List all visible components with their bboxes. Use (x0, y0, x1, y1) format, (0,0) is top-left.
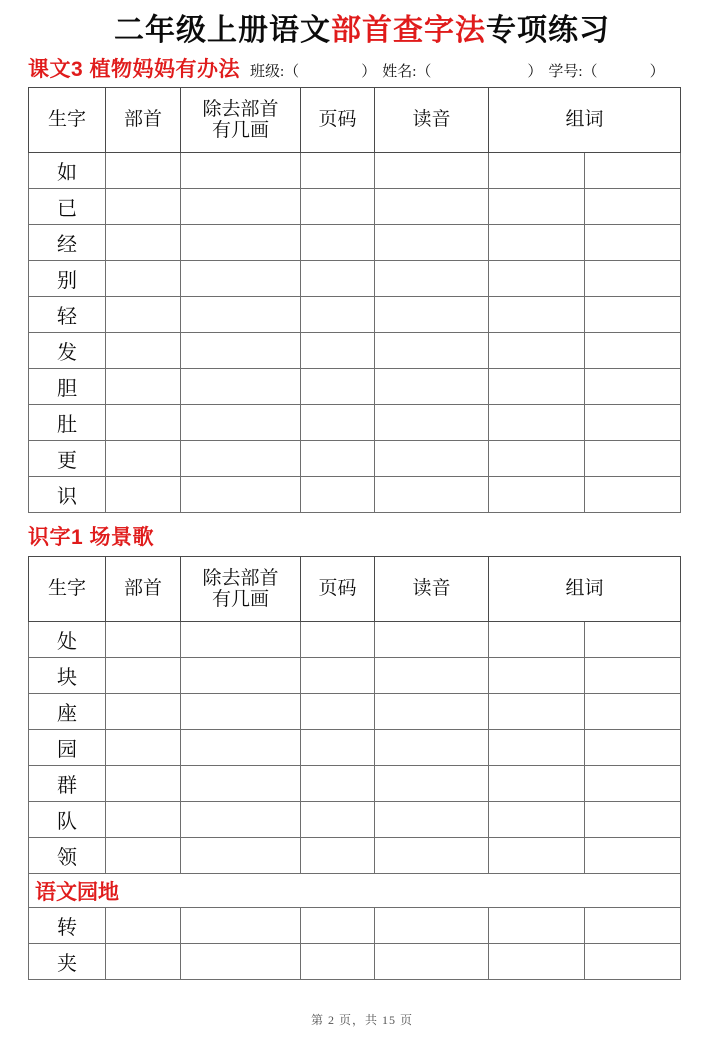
cell-chu-qu-bu-shou[interactable] (181, 944, 301, 980)
page-title (0, 14, 724, 47)
cell-zu-ci-a[interactable] (489, 405, 585, 441)
cell-ye-ma[interactable] (301, 405, 375, 441)
cell-zu-ci-b[interactable] (585, 297, 681, 333)
table-header-row (29, 88, 681, 153)
cell-zu-ci-a[interactable] (489, 261, 585, 297)
header-chuqu-line2: 有几画 (211, 120, 269, 141)
cell-zu-ci-b[interactable] (585, 261, 681, 297)
cell-bu-shou[interactable] (106, 694, 181, 730)
cell-bu-shou[interactable] (106, 261, 181, 297)
header-ye-ma: 页码 (301, 88, 375, 153)
cell-du-yin[interactable] (375, 225, 489, 261)
cell-zu-ci-a[interactable] (489, 333, 585, 369)
cell-zu-ci-b[interactable] (585, 908, 681, 944)
cell-chu-qu-bu-shou[interactable] (181, 333, 301, 369)
cell-sheng-zi: 经 (29, 225, 106, 261)
name-label: 姓名:（ (382, 64, 432, 80)
cell-ye-ma[interactable] (301, 333, 375, 369)
cell-sheng-zi: 识 (29, 477, 106, 513)
header-bu-shou: 部首 (106, 88, 181, 153)
table-row (29, 261, 681, 297)
cell-chu-qu-bu-shou[interactable] (181, 297, 301, 333)
cell-bu-shou[interactable] (106, 225, 181, 261)
cell-du-yin[interactable] (375, 261, 489, 297)
cell-chu-qu-bu-shou[interactable] (181, 441, 301, 477)
table-row (29, 622, 681, 658)
class-label: 班级:（ (250, 64, 300, 80)
cell-chu-qu-bu-shou[interactable] (181, 908, 301, 944)
cell-zu-ci-b[interactable] (585, 802, 681, 838)
cell-zu-ci-b[interactable] (585, 730, 681, 766)
cell-sheng-zi: 夹 (29, 944, 106, 980)
cell-chu-qu-bu-shou[interactable] (181, 766, 301, 802)
cell-chu-qu-bu-shou[interactable] (181, 369, 301, 405)
table-row (29, 189, 681, 225)
id-close: ） (649, 64, 665, 80)
header-du-yin: 读音 (375, 88, 489, 153)
cell-zu-ci-b[interactable] (585, 333, 681, 369)
cell-chu-qu-bu-shou[interactable] (181, 838, 301, 874)
cell-bu-shou[interactable] (106, 802, 181, 838)
class-close: ） (361, 64, 377, 80)
cell-chu-qu-bu-shou[interactable] (181, 694, 301, 730)
cell-sheng-zi: 转 (29, 908, 106, 944)
section-1-header-line (0, 47, 724, 87)
cell-du-yin[interactable] (375, 838, 489, 874)
cell-sheng-zi: 发 (29, 333, 106, 369)
cell-du-yin[interactable] (375, 297, 489, 333)
cell-ye-ma[interactable] (301, 261, 375, 297)
cell-du-yin[interactable] (375, 441, 489, 477)
cell-chu-qu-bu-shou[interactable] (181, 622, 301, 658)
header-chuqu-line2: 有几画 (211, 589, 269, 610)
cell-chu-qu-bu-shou[interactable] (181, 405, 301, 441)
cell-chu-qu-bu-shou[interactable] (181, 477, 301, 513)
cell-ye-ma[interactable] (301, 908, 375, 944)
id-label: 学号:（ (548, 64, 598, 80)
cell-bu-shou[interactable] (106, 838, 181, 874)
cell-bu-shou[interactable] (106, 730, 181, 766)
cell-du-yin[interactable] (375, 908, 489, 944)
cell-bu-shou[interactable] (106, 297, 181, 333)
section-title-yuwenyuandi: 语文园地 (29, 874, 681, 908)
cell-du-yin[interactable] (375, 333, 489, 369)
cell-du-yin[interactable] (375, 405, 489, 441)
cell-ye-ma[interactable] (301, 694, 375, 730)
title-lead: 二年级上册语文 (114, 14, 331, 47)
cell-sheng-zi: 座 (29, 694, 106, 730)
cell-zu-ci-b[interactable] (585, 405, 681, 441)
name-close: ） (527, 64, 543, 80)
cell-zu-ci-a[interactable] (489, 766, 585, 802)
section-title-kewen3: 课文3 植物妈妈有办法 (28, 58, 241, 81)
student-info-fields (250, 60, 665, 81)
table-row (29, 658, 681, 694)
cell-bu-shou[interactable] (106, 766, 181, 802)
cell-zu-ci-a[interactable] (489, 153, 585, 189)
cell-zu-ci-a[interactable] (489, 369, 585, 405)
cell-chu-qu-bu-shou[interactable] (181, 225, 301, 261)
cell-bu-shou[interactable] (106, 944, 181, 980)
header-chuqu-line1: 除去部首 (202, 98, 279, 120)
cell-zu-ci-a[interactable] (489, 838, 585, 874)
table-row (29, 369, 681, 405)
cell-zu-ci-a[interactable] (489, 658, 585, 694)
header-sheng-zi: 生字 (29, 557, 106, 622)
cell-sheng-zi: 如 (29, 153, 106, 189)
cell-ye-ma[interactable] (301, 730, 375, 766)
header-zu-ci: 组词 (489, 557, 681, 622)
header-chu-qu-bu-shou (181, 88, 301, 153)
cell-du-yin[interactable] (375, 766, 489, 802)
cell-zu-ci-a[interactable] (489, 802, 585, 838)
cell-sheng-zi: 块 (29, 658, 106, 694)
cell-du-yin[interactable] (375, 694, 489, 730)
cell-zu-ci-b[interactable] (585, 622, 681, 658)
cell-sheng-zi: 领 (29, 838, 106, 874)
cell-ye-ma[interactable] (301, 944, 375, 980)
cell-ye-ma[interactable] (301, 802, 375, 838)
table-row (29, 225, 681, 261)
cell-ye-ma[interactable] (301, 441, 375, 477)
table-row (29, 944, 681, 980)
cell-sheng-zi: 群 (29, 766, 106, 802)
cell-du-yin[interactable] (375, 369, 489, 405)
cell-sheng-zi: 已 (29, 189, 106, 225)
header-chu-qu-bu-shou (181, 557, 301, 622)
table-row (29, 766, 681, 802)
cell-bu-shou[interactable] (106, 658, 181, 694)
cell-du-yin[interactable] (375, 622, 489, 658)
cell-zu-ci-b[interactable] (585, 153, 681, 189)
cell-du-yin[interactable] (375, 730, 489, 766)
table-row (29, 477, 681, 513)
worksheet-page (0, 14, 724, 1038)
cell-sheng-zi: 胆 (29, 369, 106, 405)
table-row (29, 153, 681, 189)
cell-sheng-zi: 别 (29, 261, 106, 297)
cell-sheng-zi: 更 (29, 441, 106, 477)
header-zu-ci: 组词 (489, 88, 681, 153)
cell-ye-ma[interactable] (301, 477, 375, 513)
table-body-kewen3 (29, 153, 681, 513)
cell-bu-shou[interactable] (106, 477, 181, 513)
cell-bu-shou[interactable] (106, 333, 181, 369)
cell-ye-ma[interactable] (301, 766, 375, 802)
cell-zu-ci-b[interactable] (585, 369, 681, 405)
table-row (29, 441, 681, 477)
table-header-row (29, 557, 681, 622)
cell-chu-qu-bu-shou[interactable] (181, 802, 301, 838)
cell-chu-qu-bu-shou[interactable] (181, 189, 301, 225)
cell-ye-ma[interactable] (301, 189, 375, 225)
cell-bu-shou[interactable] (106, 369, 181, 405)
header-ye-ma: 页码 (301, 557, 375, 622)
table-row (29, 297, 681, 333)
cell-sheng-zi: 队 (29, 802, 106, 838)
worksheet-table-kewen3 (28, 87, 681, 513)
cell-du-yin[interactable] (375, 477, 489, 513)
cell-du-yin[interactable] (375, 658, 489, 694)
cell-sheng-zi: 肚 (29, 405, 106, 441)
cell-bu-shou[interactable] (106, 622, 181, 658)
cell-zu-ci-b[interactable] (585, 189, 681, 225)
cell-zu-ci-a[interactable] (489, 622, 585, 658)
table-body-shizi1 (29, 622, 681, 980)
cell-zu-ci-a[interactable] (489, 225, 585, 261)
cell-du-yin[interactable] (375, 944, 489, 980)
table-row (29, 908, 681, 944)
cell-zu-ci-a[interactable] (489, 297, 585, 333)
cell-zu-ci-a[interactable] (489, 477, 585, 513)
cell-bu-shou[interactable] (106, 405, 181, 441)
cell-bu-shou[interactable] (106, 441, 181, 477)
cell-zu-ci-a[interactable] (489, 730, 585, 766)
cell-bu-shou[interactable] (106, 153, 181, 189)
cell-ye-ma[interactable] (301, 297, 375, 333)
cell-ye-ma[interactable] (301, 369, 375, 405)
header-sheng-zi: 生字 (29, 88, 106, 153)
section-title-shizi1: 识字1 场景歌 (28, 526, 155, 549)
cell-zu-ci-a[interactable] (489, 441, 585, 477)
table-subsection-row (29, 874, 681, 908)
cell-du-yin[interactable] (375, 153, 489, 189)
cell-chu-qu-bu-shou[interactable] (181, 153, 301, 189)
cell-zu-ci-b[interactable] (585, 477, 681, 513)
cell-ye-ma[interactable] (301, 622, 375, 658)
cell-sheng-zi: 处 (29, 622, 106, 658)
cell-sheng-zi: 园 (29, 730, 106, 766)
cell-chu-qu-bu-shou[interactable] (181, 658, 301, 694)
cell-sheng-zi: 轻 (29, 297, 106, 333)
cell-zu-ci-a[interactable] (489, 908, 585, 944)
table-row (29, 730, 681, 766)
cell-du-yin[interactable] (375, 189, 489, 225)
table-row (29, 838, 681, 874)
cell-ye-ma[interactable] (301, 225, 375, 261)
cell-zu-ci-b[interactable] (585, 441, 681, 477)
cell-bu-shou[interactable] (106, 908, 181, 944)
cell-zu-ci-a[interactable] (489, 189, 585, 225)
cell-chu-qu-bu-shou[interactable] (181, 730, 301, 766)
table-row (29, 802, 681, 838)
cell-ye-ma[interactable] (301, 838, 375, 874)
cell-zu-ci-b[interactable] (585, 766, 681, 802)
table-row (29, 694, 681, 730)
title-tail: 专项练习 (486, 14, 610, 47)
cell-bu-shou[interactable] (106, 189, 181, 225)
cell-zu-ci-b[interactable] (585, 694, 681, 730)
header-chuqu-line1: 除去部首 (202, 567, 279, 589)
cell-zu-ci-b[interactable] (585, 225, 681, 261)
table-row (29, 405, 681, 441)
cell-zu-ci-a[interactable] (489, 694, 585, 730)
page-footer: 第 2 页，共 15 页 (310, 1013, 413, 1027)
header-du-yin: 读音 (375, 557, 489, 622)
header-bu-shou: 部首 (106, 557, 181, 622)
cell-ye-ma[interactable] (301, 658, 375, 694)
cell-zu-ci-b[interactable] (585, 838, 681, 874)
cell-zu-ci-a[interactable] (489, 944, 585, 980)
cell-ye-ma[interactable] (301, 153, 375, 189)
cell-du-yin[interactable] (375, 802, 489, 838)
cell-chu-qu-bu-shou[interactable] (181, 261, 301, 297)
table-row (29, 333, 681, 369)
cell-zu-ci-b[interactable] (585, 944, 681, 980)
cell-zu-ci-b[interactable] (585, 658, 681, 694)
title-highlight: 部首查字法 (331, 14, 486, 47)
worksheet-table-shizi1 (28, 556, 681, 980)
